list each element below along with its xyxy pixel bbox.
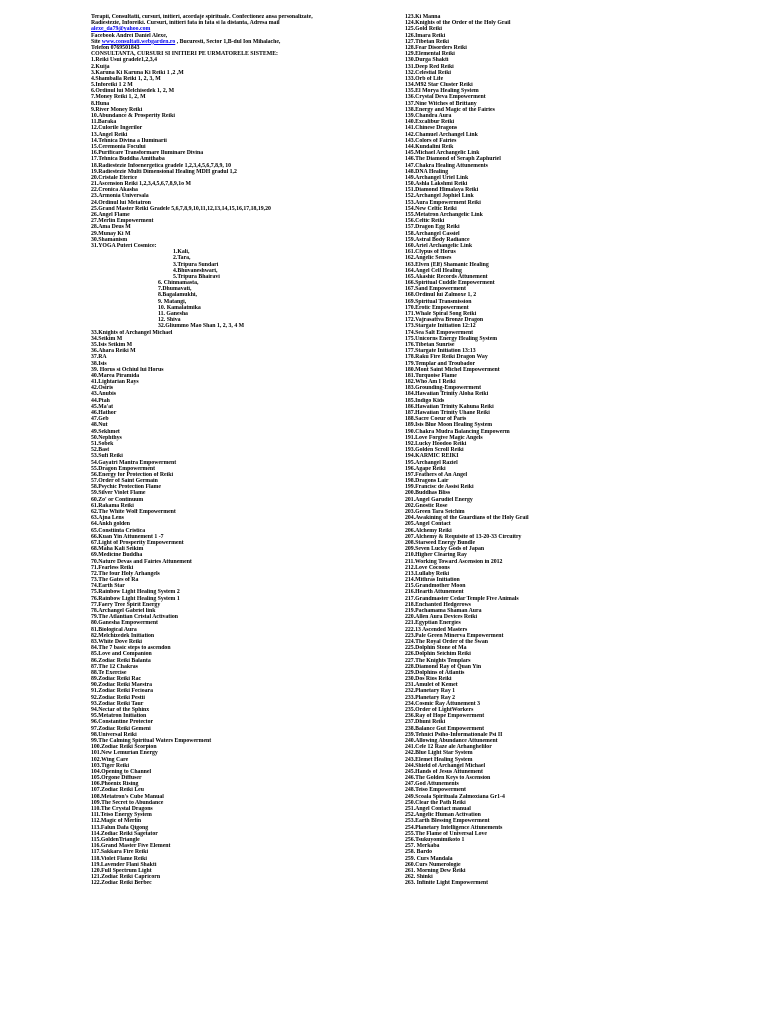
list-item: 17.Tehnica Buddha Amithaba bbox=[91, 156, 165, 163]
list-item: 7.Dhumavati, bbox=[158, 286, 192, 293]
list-item: 117.Sakkara Fire Reiki bbox=[91, 849, 149, 856]
right-column bbox=[405, 14, 755, 886]
list-item: 71.Fearless Reiki bbox=[91, 564, 134, 571]
facebook-line: Facebook Andrei Daniel Alexe, bbox=[91, 32, 168, 39]
list-item: 153.Aura Empowerment Reiki bbox=[405, 199, 481, 206]
list-item: 255.The Flame of Universal Love bbox=[405, 830, 487, 837]
list-item: 179.Templar and Troubador bbox=[405, 360, 476, 367]
list-item: 204.Awakining of the Guardians of the Holy Grail bbox=[405, 515, 529, 522]
list-item: 2.Kuija bbox=[91, 63, 110, 70]
phone-line: Telefon 0769501843 bbox=[91, 44, 140, 51]
list-item: 11.Baraka bbox=[91, 119, 117, 126]
list-item: 163.Elven (Elf) Shamanic Healing bbox=[405, 261, 489, 268]
list-item: 226.Dolphin Seichim Reiki bbox=[405, 651, 471, 658]
list-item: 9. Matangi, bbox=[158, 298, 187, 305]
list-item: 42.Osiris bbox=[91, 385, 114, 392]
list-item: 13.Angel Reiki bbox=[91, 131, 128, 138]
list-item: 108.Metatron's Cube Manual bbox=[91, 793, 164, 800]
list-item: 76.Rainbow Light Healing System 1 bbox=[91, 595, 180, 602]
list-item: 122.Zodiac Reiki Berbec bbox=[91, 880, 152, 887]
list-item: 104.Opening to Channel bbox=[91, 768, 152, 775]
list-item: 207.Alchemy & Requisite of 13-20-33 Circuitry bbox=[405, 533, 522, 540]
list-item: 202.Gnostic Rose bbox=[405, 502, 448, 509]
list-item: 198.Dragons Lair bbox=[405, 478, 449, 485]
intro-line-2: Radiestezie, Inforeiki. Cursuri, initieri fata in fata si la distanta, Adresa mail bbox=[91, 20, 280, 27]
list-item: 239.Tehnici Psiho-Informationale Psi II bbox=[405, 731, 503, 738]
list-item: 196.Agape Reiki bbox=[405, 465, 446, 472]
list-item: 51.Sobek bbox=[91, 440, 114, 447]
systems-list-part-2 bbox=[91, 330, 401, 887]
list-item: 113.Falun Dafa Qigong bbox=[91, 824, 149, 831]
list-item: 177.Stargate Initiation 13:13 bbox=[405, 348, 476, 355]
list-item: 62.The White Wolf Empowerment bbox=[91, 509, 176, 515]
list-item: 30.Shamanism bbox=[91, 236, 128, 243]
list-item: 217.Grandmaster Cedar Temple Five Animals bbox=[405, 595, 519, 602]
list-item: 218.Enchanted Hedgerows bbox=[405, 601, 471, 608]
list-item: 184.Hawaiian Trinity Aloha Reiki bbox=[405, 391, 489, 398]
list-item: 29.Munay Ki M bbox=[91, 230, 131, 237]
list-item: 245.Hands of Jesus Attunement bbox=[405, 768, 483, 775]
list-item: 4.Bhuvaneshwari, bbox=[173, 267, 218, 274]
list-item: 91.Zodiac Reiki Fecioara bbox=[91, 688, 153, 695]
list-item: 48.Nut bbox=[91, 422, 108, 429]
list-item: 186.Hawaiian Trinity Kahuna Reiki bbox=[405, 403, 494, 410]
list-item: 10. Kamalatmika bbox=[158, 304, 201, 311]
list-item: 197.Feathers of An Angel bbox=[405, 471, 468, 478]
list-item: 161.Clypus of Horus bbox=[405, 249, 456, 256]
list-item: 112.Magic of Merlin bbox=[91, 818, 142, 825]
list-item: 158.Archangel Cassiel bbox=[405, 230, 460, 237]
list-item: 22.Cronica Akasha bbox=[91, 187, 138, 194]
list-item: 45.Ma'at bbox=[91, 403, 114, 410]
email-link[interactable]: alexe_da79@yahoo.com bbox=[91, 26, 151, 33]
list-item: 121.Zodiac Reiki Capricorn bbox=[91, 874, 161, 881]
list-item: 83.White Dove Reiki bbox=[91, 638, 143, 645]
list-item: 134.M92 Star Cluster Reiki bbox=[405, 82, 473, 89]
list-item: 66.Kuan Yin Attunement 1 -7 bbox=[91, 533, 164, 540]
list-item: 141.Chinese Dragons bbox=[405, 125, 458, 132]
list-item: 192.Lucky Hoodoo Reiki bbox=[405, 440, 467, 447]
list-item: 36.Ahara Reiki M bbox=[91, 348, 136, 355]
list-item: 140.Excalibur Reiki bbox=[405, 119, 455, 126]
list-item: 80.Ganesha Empowerment bbox=[91, 620, 158, 627]
list-item: 89.Zodiac Reiki Rac bbox=[91, 676, 142, 683]
list-item: 63.Ajna Lens bbox=[91, 515, 124, 522]
list-item: 253.Earth Blessing Empowerment bbox=[405, 818, 490, 825]
list-item: 213.Lullaby Reiki bbox=[405, 570, 450, 577]
list-item: 28.Ama Deus M bbox=[91, 224, 131, 231]
list-item: 10.Abundance & Prosperity Reiki bbox=[91, 113, 175, 119]
list-item: 150.Ashla Lakshmi Reiki bbox=[405, 181, 468, 188]
list-item: 70.Nature Devas and Fairies Attunement bbox=[91, 558, 192, 565]
list-item: 54.Gayatri Mantra Empowerment bbox=[91, 459, 177, 466]
site-prefix: Site bbox=[91, 38, 102, 45]
list-item: 73.The Gates of Ra bbox=[91, 577, 139, 584]
list-item: 12. Shiva bbox=[158, 317, 181, 324]
list-item: 61.Rakama Reiki bbox=[91, 502, 134, 509]
list-item: 106.Phoenix Rising bbox=[91, 781, 139, 788]
list-item: 143.Colors of Fairies bbox=[405, 137, 457, 144]
list-item: 101.New Lemurian Energy bbox=[91, 750, 158, 757]
list-item: 41.Lightarian Rays bbox=[91, 379, 139, 386]
list-item: 133.Orb of Life bbox=[405, 75, 444, 82]
list-item: 168.Ordinul lui Zalmoxe 1, 2 bbox=[405, 292, 477, 299]
list-item: 237.Dhuni Reiki bbox=[405, 719, 446, 726]
list-item: 130.Durga Shakti bbox=[405, 57, 449, 64]
list-item: 190.Chakra Mudra Balancing Empowerm bbox=[405, 428, 510, 435]
list-item: 9.River Money Reiki bbox=[91, 106, 143, 113]
list-item: 241.Cele 12 Raze ale Arhanghelilor bbox=[405, 744, 492, 751]
list-item: 33.Knights of Archangel Michael bbox=[91, 329, 173, 336]
list-item: 176.Tibetan Sunrise bbox=[405, 341, 455, 348]
list-item: 119.Lavender Flani Shakti bbox=[91, 861, 157, 868]
yoga-sublist-2 bbox=[91, 280, 401, 330]
list-item: 171.Whale Spiral Song Reiki bbox=[405, 311, 477, 317]
list-item: 8.Bagalamukhi, bbox=[158, 292, 197, 299]
list-item: 127.Tibetan Reiki bbox=[405, 38, 450, 45]
list-item: 105.Orgone Diffuser bbox=[91, 775, 142, 782]
list-item: 58.Psychic Protection Flame bbox=[91, 484, 161, 491]
list-item: 234.Cosmic Ray Attunement 3 bbox=[405, 700, 481, 707]
list-item: 147.Chakra Healing Attunements bbox=[405, 162, 488, 169]
list-item: 242.Blue Light Star System bbox=[405, 750, 473, 757]
list-item: 219.Pachamama Shaman Aura bbox=[405, 608, 482, 614]
list-item: 109.The Secret to Abundance bbox=[91, 799, 164, 806]
list-item: 238.Balance Gut Empowerment bbox=[405, 725, 485, 732]
intro-line-1: Terapii, Consultatii, cursuri, initieri, acordaje spirituale. Confectionez ansa personalizate, bbox=[91, 14, 313, 20]
list-item: 3.Karuna Ki Karuna Ki Reiki 1 ,2 ,M bbox=[91, 69, 184, 76]
list-item: 191.Love Forgive Magic Angels bbox=[405, 434, 483, 441]
list-item: 43.Anubis bbox=[91, 391, 116, 398]
list-item: 216.Hearth Attunement bbox=[405, 589, 464, 596]
list-item: 116.Grand Master Five Element bbox=[91, 843, 171, 850]
list-item: 138.Energy and Magic of the Fairies bbox=[405, 106, 495, 113]
list-item: 65.Constiinta Cristica bbox=[91, 527, 146, 534]
list-item: 40.Marea Piramida bbox=[91, 372, 140, 379]
list-item: 86.Zodiac Reiki Balanta bbox=[91, 657, 151, 664]
list-item: 185.Indigo Kids bbox=[405, 397, 445, 404]
list-item: 82.Melchizedek Initiation bbox=[91, 632, 155, 639]
list-item: 77.Faery Tree Spirit Energy bbox=[91, 601, 161, 608]
list-item: 246.The Golden Keys to Ascension bbox=[405, 775, 491, 782]
list-item: 6.Ordinul lui Melchisedek 1, 2, M bbox=[91, 88, 175, 95]
list-item: 124.Knights of the Order of the Holy Grail bbox=[405, 20, 511, 27]
list-item: 5.Inforeiki 1 2 M bbox=[91, 82, 133, 89]
list-item: 118.Violet Flame Reiki bbox=[91, 855, 147, 862]
site-link[interactable]: www.consultati.webgarden.ro bbox=[101, 38, 176, 45]
list-item: 34.Seikim M bbox=[91, 335, 123, 342]
list-item: 212.Love Cocoons bbox=[405, 564, 450, 571]
list-item: 209.Seven Lucky Gods of Japan bbox=[405, 546, 485, 553]
list-item: 199.Francisc de Assisi Reiki bbox=[405, 484, 474, 491]
list-item: 231.Amulet of Kemet bbox=[405, 682, 458, 689]
list-item: 235.Order of LightWorkers bbox=[405, 707, 474, 713]
list-item: 206.Alchemy Reiki bbox=[405, 527, 452, 534]
list-item: 139.Chandra Aura bbox=[405, 113, 452, 119]
list-item: 259. Curs Mandala bbox=[405, 855, 453, 862]
list-item: 67.Light of Prosperity Empowerment bbox=[91, 539, 184, 546]
list-item: 228.Diamond Ray of Quan Yin bbox=[405, 663, 482, 670]
list-item: 221.Egyptian Energies bbox=[405, 620, 461, 627]
list-item: 162.Angelic Senses bbox=[405, 255, 452, 262]
list-item: 56.Energy for Protection of Reiki bbox=[91, 471, 174, 478]
list-item: 180.Mont Saint Michel Empowerment bbox=[405, 366, 500, 373]
list-item: 111.Teiso Energy System bbox=[91, 812, 152, 819]
site-suffix: , Bucuresti, Sector 1,B-dul Ion Mihalache, bbox=[175, 38, 281, 45]
list-item: 1.Kali, bbox=[173, 249, 190, 256]
list-item: 250.Clear the Path Reiki bbox=[405, 799, 466, 806]
list-item: 137.Nine Witches of Brittany bbox=[405, 100, 477, 107]
list-item: 19.Radiestezie Multi Dimensional Healing MDH gradul 1,2 bbox=[91, 168, 237, 175]
list-item: 98.Universal Reiki bbox=[91, 731, 137, 738]
list-item: 20.Cristale Eterice bbox=[91, 174, 138, 181]
list-item: 69.Medicine Buddha bbox=[91, 552, 143, 559]
list-item: 252.Angelic Human Activation bbox=[405, 812, 481, 819]
list-item: 156.Celtic Reiki bbox=[405, 218, 445, 225]
list-item: 149.Archangel Uriel Link bbox=[405, 174, 469, 181]
list-item: 129.Elemental Reiki bbox=[405, 51, 455, 58]
list-item: 123.Ki Manna bbox=[405, 14, 441, 20]
list-item: 160.Ariel Archangelic Link bbox=[405, 242, 473, 249]
list-item: 166.Spiritual Cuddle Empowerment bbox=[405, 280, 495, 287]
list-item: 135.El Morya Healing System bbox=[405, 88, 479, 95]
list-item: 24.Ordinul lui Metatron bbox=[91, 199, 151, 206]
list-item: 148.DNA Healing bbox=[405, 168, 449, 175]
list-item: 72.The four Holy Arhangels bbox=[91, 570, 160, 577]
list-item: 97.Zodiac Reiki Gemeni bbox=[91, 725, 151, 732]
list-item: 203.Green Tara Seichim bbox=[405, 509, 465, 515]
list-item: 94.Nectar of the Sphinx bbox=[91, 707, 150, 713]
list-item: 208.Starseed Energy Bundle bbox=[405, 539, 476, 546]
list-item: 100.Zodiac Reiki Scorpion bbox=[91, 744, 157, 751]
list-item: 2.Tara, bbox=[173, 255, 191, 262]
list-item: 11. Ganesha bbox=[158, 311, 188, 317]
list-item: 53.Sufi Reiki bbox=[91, 453, 123, 460]
list-item: 211.Working Toward Ascension in 2012 bbox=[405, 558, 503, 565]
list-item: 260.Curs Numerologie bbox=[405, 861, 461, 868]
list-item: 165.Akashic Records Attunement bbox=[405, 273, 488, 280]
list-item: 214.Mithras Initiation bbox=[405, 577, 460, 584]
list-item: 131.Deep Red Reiki bbox=[405, 63, 454, 70]
list-item: 169.Spiritual Transmission bbox=[405, 298, 472, 305]
list-item: 115.GoldenTriangle bbox=[91, 836, 140, 843]
list-item: 164.Angel Cell Healing bbox=[405, 267, 462, 274]
list-item: 78.Archangel Gabriel link bbox=[91, 608, 156, 614]
list-item: 220.Allen Aura Devices Reiki bbox=[405, 614, 478, 621]
list-item: 251.Angel Contact manual bbox=[405, 806, 471, 812]
list-item: 247.God Attunements bbox=[405, 781, 459, 788]
list-item: 21.Ascension Reiki 1,2,3,4,5,6,7,8,9,1o M bbox=[91, 181, 191, 188]
list-item: 59.Silver Violet Flame bbox=[91, 490, 146, 497]
list-item: 224.The Royal Order of the Swan bbox=[405, 638, 488, 645]
list-item: 233.Planetary Ray 2 bbox=[405, 694, 456, 701]
list-item: 193.Golden Scroll Reiki bbox=[405, 447, 464, 454]
list-item: 159.Astral Body Radiance bbox=[405, 236, 470, 243]
list-item: 35.Isis Seikim M bbox=[91, 341, 133, 348]
list-item: 15.Ceremonia Focului bbox=[91, 143, 146, 150]
list-item: 5.Tripura Bhairavi bbox=[173, 273, 220, 280]
list-item: 25.Grand Master Reiki Gradele 5,6,7,8,9,10,11,12,13,14,15,16,17,18,19,20 bbox=[91, 205, 271, 212]
list-item: 23.Armonia Universala bbox=[91, 193, 149, 200]
list-item: 144.Kundalini Reik bbox=[405, 143, 454, 150]
list-item: 172.Vajrasattva Bronze Dragon bbox=[405, 317, 484, 324]
list-item: 114.Zodiac Reiki Sagetator bbox=[91, 830, 158, 837]
list-item: 31.YOGA Puteri Cosmice: bbox=[91, 242, 157, 249]
list-item: 145.Michael Archangelic Link bbox=[405, 150, 480, 157]
list-item: 178.Raku Fire Reiki Dragon Way bbox=[405, 354, 488, 361]
list-item: 146.The Diamond of Seraph Zaphuriel bbox=[405, 156, 501, 163]
list-item: 60.Zo' or Continuum bbox=[91, 496, 144, 503]
list-item: 90.Zodiac Reiki Maestra bbox=[91, 682, 153, 689]
list-item: 182.Who Am I Reiki bbox=[405, 379, 456, 386]
list-item: 181.Turquoise Flame bbox=[405, 372, 457, 379]
list-item: 39. Horus si Ochiul lui Horus bbox=[91, 366, 164, 373]
list-item: 84.The 7 basic steps to ascendon bbox=[91, 645, 171, 652]
list-item: 243.Elemet Healing System bbox=[405, 756, 473, 763]
list-item: 248.Teiso Empowerment bbox=[405, 787, 466, 794]
list-item: 27.Merlin Empowerment bbox=[91, 218, 154, 225]
list-item: 152.Archangel Jophiel Link bbox=[405, 193, 474, 200]
list-item: 75.Rainbow Light Healing System 2 bbox=[91, 589, 180, 596]
list-item: 142.Chamuel Archangel Link bbox=[405, 131, 478, 138]
list-item: 240.Allowing Abundance Attunement bbox=[405, 737, 498, 744]
list-item: 183.Grounding-Empowerment bbox=[405, 385, 482, 392]
list-item: 187.Hawaiian Trinity Uhane Reiki bbox=[405, 410, 490, 416]
list-item: 37.RA bbox=[91, 354, 107, 361]
list-item: 249.Scoala Spirituala Zalmoxiana Gr1-4 bbox=[405, 793, 505, 800]
list-item: 154.New Celtic Reiki bbox=[405, 205, 457, 212]
list-item: 128.Fear Disorders Reiki bbox=[405, 44, 467, 51]
list-item: 136.Crystal Deva Empowerment bbox=[405, 94, 486, 101]
list-item: 151.Diamond Himalaya Reiki bbox=[405, 187, 479, 194]
list-item: 64.Ankh golden bbox=[91, 521, 130, 528]
list-item: 7.Money Reiki 1, 2, M bbox=[91, 94, 146, 101]
list-item: 229.Dolphins of Atlantis bbox=[405, 669, 465, 676]
list-item: 3.Tripura Sundari bbox=[173, 261, 219, 268]
list-item: 188.Sacre Coeur of Paris bbox=[405, 416, 467, 423]
list-item: 132.Celestial Reiki bbox=[405, 69, 452, 76]
list-item: 210.Higher Clearing Ray bbox=[405, 552, 467, 559]
list-item: 175.Unicorns Energy Healing System bbox=[405, 335, 498, 342]
list-item: 68.Maha Kali Seikim bbox=[91, 546, 144, 553]
list-item: 18.Radiestezie Infoenergetica gradele 1,2,3,4,5,6,7,8,9, 10 bbox=[91, 162, 232, 169]
list-item: 1.Reiki Usui gradele1,2,3,4 bbox=[91, 57, 158, 64]
left-column bbox=[91, 14, 401, 886]
list-item: 52.Bast bbox=[91, 447, 110, 454]
list-item: 232.Planetary Ray 1 bbox=[405, 688, 456, 695]
list-item: 6. Chinnamasta, bbox=[158, 280, 199, 287]
list-item: 74.Earth Star bbox=[91, 583, 125, 590]
list-item: 225.Dolphin Stone of Ma bbox=[405, 645, 467, 652]
list-item: 26.Angel Flame bbox=[91, 212, 130, 218]
list-item: 194.KARMIC REIKI bbox=[405, 453, 459, 460]
list-item: 32.Gliummo Mao Shan 1, 2, 3, 4 M bbox=[158, 323, 245, 330]
list-item: 79.The Atlantian Cristal Activation bbox=[91, 614, 178, 621]
list-item: 14.Tehnica Divina a Iluminarii bbox=[91, 137, 167, 144]
list-item: 44.Ptah bbox=[91, 397, 110, 404]
list-item: 257. Merkaba bbox=[405, 843, 440, 850]
list-item: 189.Isis Blue Moon Healing System bbox=[405, 422, 493, 429]
list-item: 227.The Knights Templars bbox=[405, 657, 471, 664]
list-item: 93.Zodiac Reiki Taur bbox=[91, 700, 144, 707]
list-item: 258. Bardo bbox=[405, 849, 433, 856]
section-title: CONSULTANTA, CURSURI SI INITIERI PE URMATORELE SISTEME: bbox=[91, 51, 278, 58]
list-item: 92.Zodiac Reiki Pestii bbox=[91, 694, 145, 701]
list-item: 8.Huna bbox=[91, 100, 110, 107]
list-item: 195.Archangel Raziel bbox=[405, 459, 458, 466]
list-item: 47.Geb bbox=[91, 416, 109, 423]
list-item: 103.Tiger Reiki bbox=[91, 762, 130, 769]
list-item: 85.Love and Companion bbox=[91, 651, 152, 658]
list-item: 222.13 Ascended Masters bbox=[405, 626, 468, 633]
list-item: 261. Morning Dew Reiki bbox=[405, 867, 466, 874]
list-item: 50.Nephthys bbox=[91, 434, 122, 441]
list-item: 102.Wing Care bbox=[91, 756, 129, 763]
list-item: 230.Dos Rios Reiki bbox=[405, 676, 452, 683]
list-item: 125.Gold Reiki bbox=[405, 26, 443, 33]
list-item: 55.Dragon Empowerment bbox=[91, 465, 156, 472]
list-item: 244.Shield of Archangel Michael bbox=[405, 762, 486, 769]
list-item: 4.Shamballa Reiki 1, 2, 3, M bbox=[91, 75, 161, 82]
list-item: 205.Angel Contact bbox=[405, 521, 451, 528]
list-item: 174.Sea Salt Empowerment bbox=[405, 329, 474, 336]
list-item: 49.Sekhmet bbox=[91, 428, 120, 435]
list-item: 263. Infinite Light Empowerment bbox=[405, 880, 489, 887]
list-item: 126.Imara Reiki bbox=[405, 32, 446, 39]
list-item: 87.The 12 Chakras bbox=[91, 663, 138, 670]
list-item: 157.Dragon Egg Reiki bbox=[405, 224, 460, 231]
list-item: 200.Buddhas Bliss bbox=[405, 490, 451, 497]
list-item: 173.Stargate Initiation 12:12 bbox=[405, 323, 476, 330]
list-item: 155.Metatron Archangelic Link bbox=[405, 212, 483, 218]
list-item: 167.Sand Empowerment bbox=[405, 286, 466, 293]
list-item: 223.Pale Green Minerva Empowerment bbox=[405, 632, 504, 639]
list-item: 88.Te Exercise bbox=[91, 669, 127, 676]
yoga-sublist-1 bbox=[91, 249, 401, 280]
list-item: 201.Angel Garudiel Energy bbox=[405, 496, 473, 503]
list-item: 262. Shinki bbox=[405, 874, 433, 881]
systems-list-part-3 bbox=[405, 14, 755, 886]
list-item: 38.Isis bbox=[91, 360, 107, 367]
list-item: 81.Biological Aura bbox=[91, 626, 137, 633]
list-item: 110.The Crystal Dragons bbox=[91, 806, 153, 812]
list-item: 120.Full Spectrum Light bbox=[91, 867, 152, 874]
list-item: 99.The Calming Spiritual Waters Empowerment bbox=[91, 737, 212, 744]
list-item: 96.Constantine Protector bbox=[91, 719, 154, 726]
list-item: 256.Tsukuyomimikoto 1 bbox=[405, 836, 465, 843]
list-item: 16.Purificare Transformare Iluminare Divina bbox=[91, 150, 204, 157]
list-item: 254.Planetary Intelligence Attunements bbox=[405, 824, 503, 831]
list-item: 215.Grandmother Moon bbox=[405, 583, 466, 590]
list-item: 95.Metatron Initiation bbox=[91, 713, 147, 720]
list-item: 170.Erotic Empowerment bbox=[405, 304, 469, 311]
systems-list-part-1 bbox=[91, 57, 401, 249]
list-item: 12.Culorile Ingerilor bbox=[91, 125, 143, 132]
list-item: 236.Ray of Hope Empowerment bbox=[405, 713, 485, 720]
list-item: 46.Hathor bbox=[91, 410, 117, 416]
list-item: 57.Order of Saint Germain bbox=[91, 478, 158, 485]
list-item: 107.Zodiac Reiki Leu bbox=[91, 787, 144, 794]
